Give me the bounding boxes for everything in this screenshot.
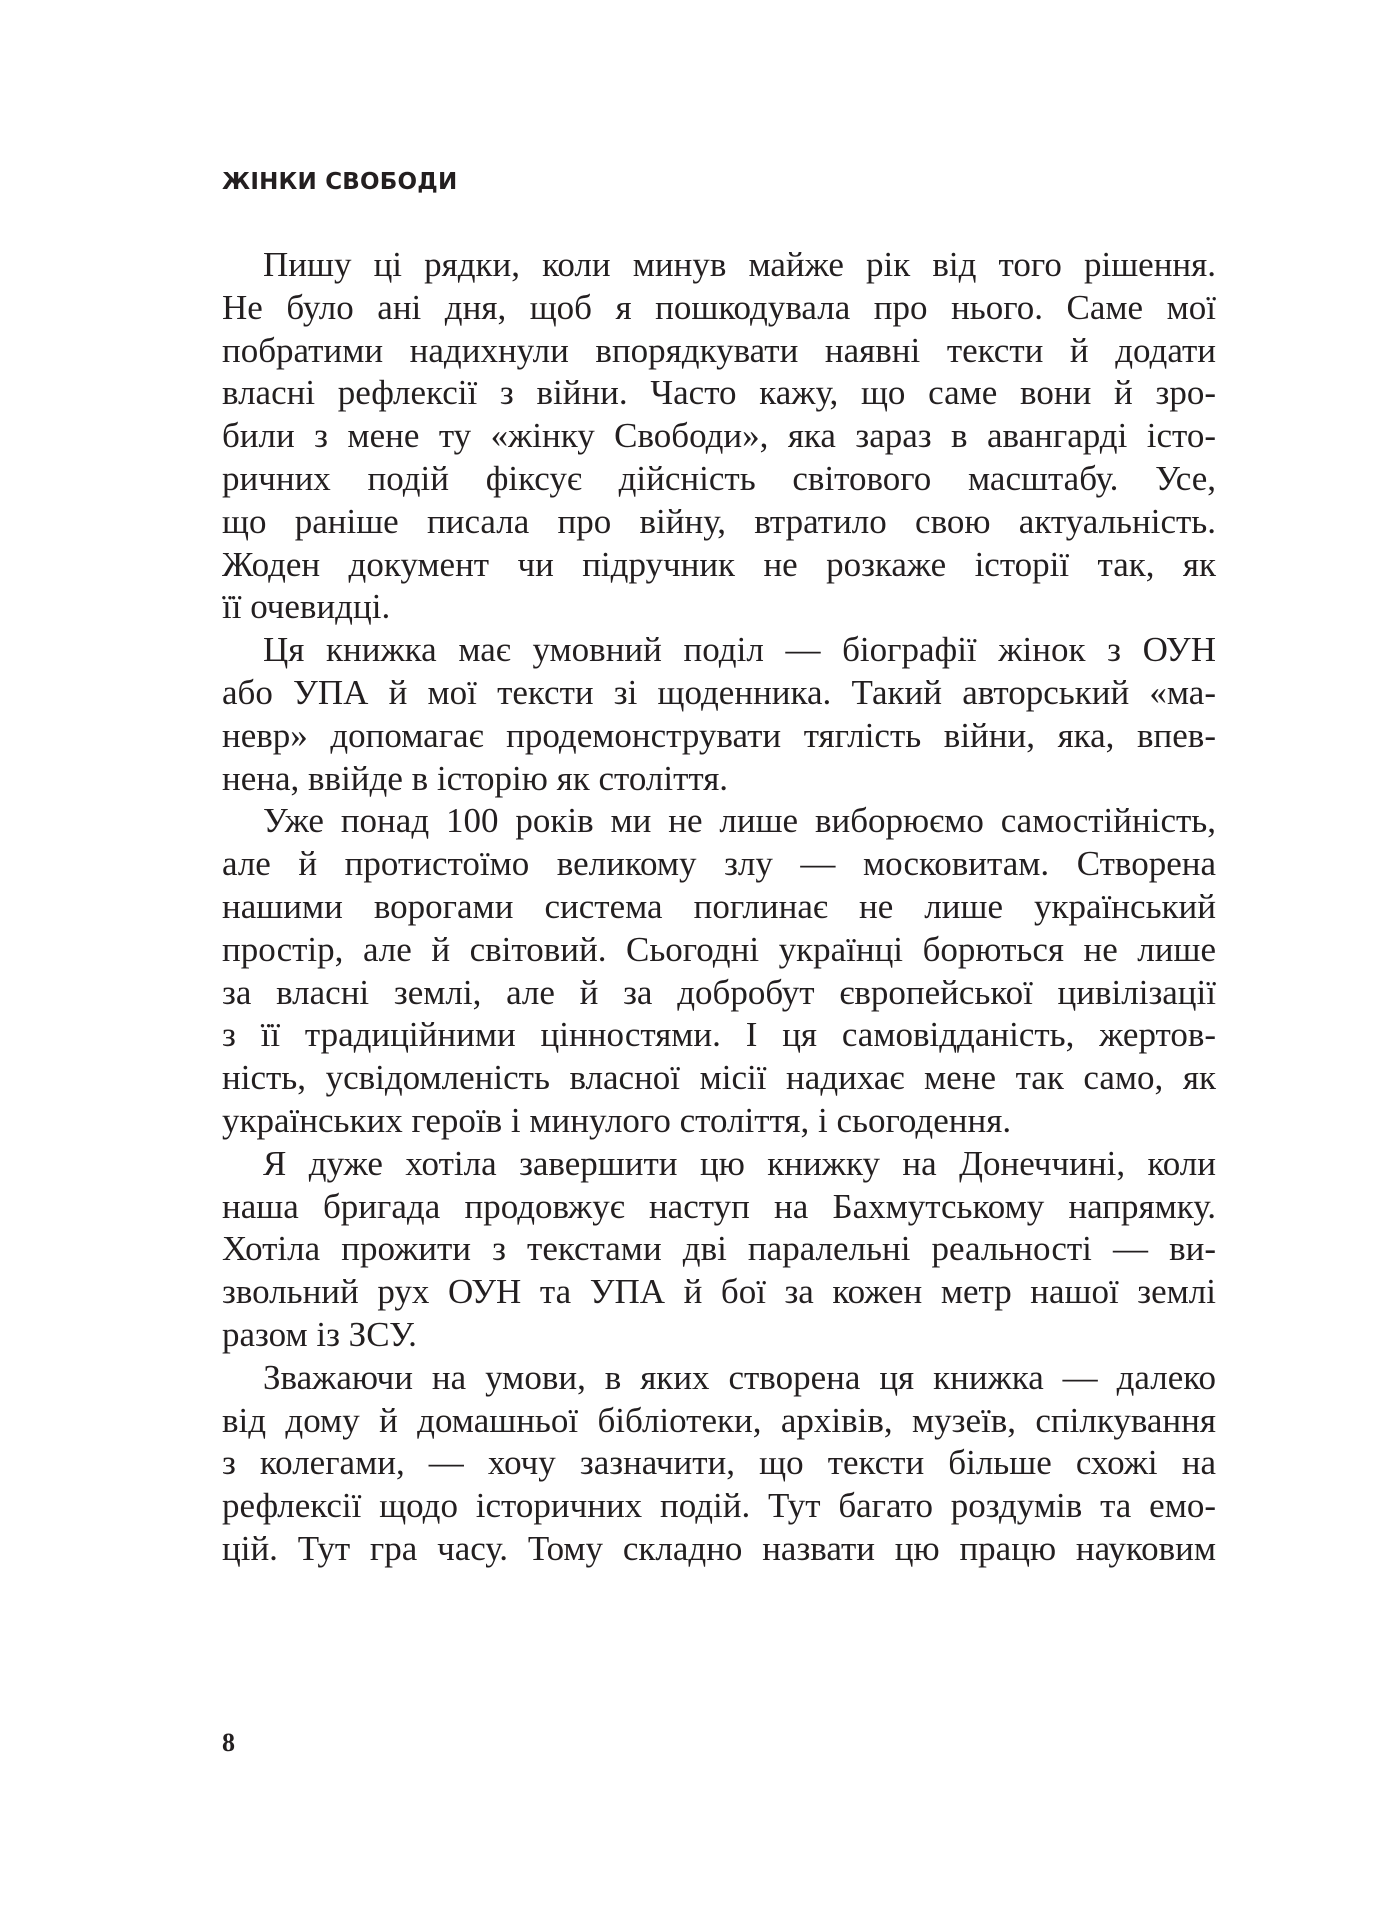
body-text xyxy=(222,244,1216,1571)
text-line: звольний рух ОУН та УПА й бої за кожен метр нашої землі xyxy=(222,1272,1216,1312)
text-line: разом із ЗСУ. xyxy=(222,1314,417,1354)
text-line: рефлексії щодо історичних подій. Тут багато роздумів та емо- xyxy=(222,1486,1216,1526)
running-head: ЖІНКИ СВОБОДИ xyxy=(222,169,458,195)
text-line: невр» допомагає продемонструвати тяглість війни, яка, впев- xyxy=(222,715,1216,755)
text-line: цій. Тут гра часу. Тому складно назвати цю працю науковим xyxy=(222,1528,1216,1568)
text-line: ність, усвідомленість власної місії надихає мене так само, як xyxy=(222,1058,1216,1098)
text-line: Не було ані дня, щоб я пошкодувала про нього. Саме мої xyxy=(222,287,1216,327)
text-line: побратими надихнули впорядкувати наявні тексти й додати xyxy=(222,330,1216,370)
text-line: за власні землі, але й за добробут європейської цивілізації xyxy=(222,972,1216,1012)
text-line: Жоден документ чи підручник не розкаже історії так, як xyxy=(222,544,1216,584)
text-line: її очевидці. xyxy=(222,587,391,627)
text-line: або УПА й мої тексти зі щоденника. Такий авторський «ма- xyxy=(222,672,1216,712)
paragraph xyxy=(222,1357,1216,1571)
text-line: українських героїв і минулого століття, і сьогодення. xyxy=(222,1100,1012,1140)
text-line: з її традиційними цінностями. І ця самовідданість, жертов- xyxy=(222,1015,1216,1055)
text-line: Я дуже хотіла завершити цю книжку на Донеччині, коли xyxy=(263,1143,1216,1183)
text-line: що раніше писала про війну, втратило свою актуальність. xyxy=(222,501,1216,541)
text-line: власні рефлексії з війни. Часто кажу, що саме вони й зро- xyxy=(222,373,1216,413)
paragraph xyxy=(222,629,1216,800)
paragraph xyxy=(222,800,1216,1142)
text-line: з колегами, — хочу зазначити, що тексти більше схожі на xyxy=(222,1443,1216,1483)
text-line: Пишу ці рядки, коли минув майже рік від того рішення. xyxy=(263,245,1216,284)
text-line: але й протистоїмо великому злу — московитам. Створена xyxy=(222,844,1216,884)
text-line: Зважаючи на умови, в яких створена ця книжка — далеко xyxy=(263,1357,1216,1397)
text-line: Хотіла прожити з текстами дві паралельні реальності — ви- xyxy=(222,1229,1216,1269)
text-line: нашими ворогами система поглинає не лише український xyxy=(222,886,1216,926)
text-line: від дому й домашньої бібліотеки, архівів, музеїв, спілкування xyxy=(222,1400,1216,1440)
paragraph xyxy=(222,244,1216,629)
text-line: простір, але й світовий. Сьогодні українці борються не лише xyxy=(222,929,1216,969)
text-line: наша бригада продовжує наступ на Бахмутському напрямку. xyxy=(222,1186,1216,1226)
text-line: били з мене ту «жінку Свободи», яка зараз в авангарді істо- xyxy=(222,416,1216,456)
paragraph xyxy=(222,1143,1216,1357)
text-line: нена, ввійде в історію як століття. xyxy=(222,758,729,798)
text-line: Уже понад 100 років ми не лише виборюємо самостійність, xyxy=(263,801,1216,841)
text-line: ричних подій фіксує дійсність світового масштабу. Усе, xyxy=(222,458,1216,498)
page-number: 8 xyxy=(222,1728,235,1757)
text-line: Ця книжка має умовний поділ — біографії жінок з ОУН xyxy=(263,630,1216,670)
